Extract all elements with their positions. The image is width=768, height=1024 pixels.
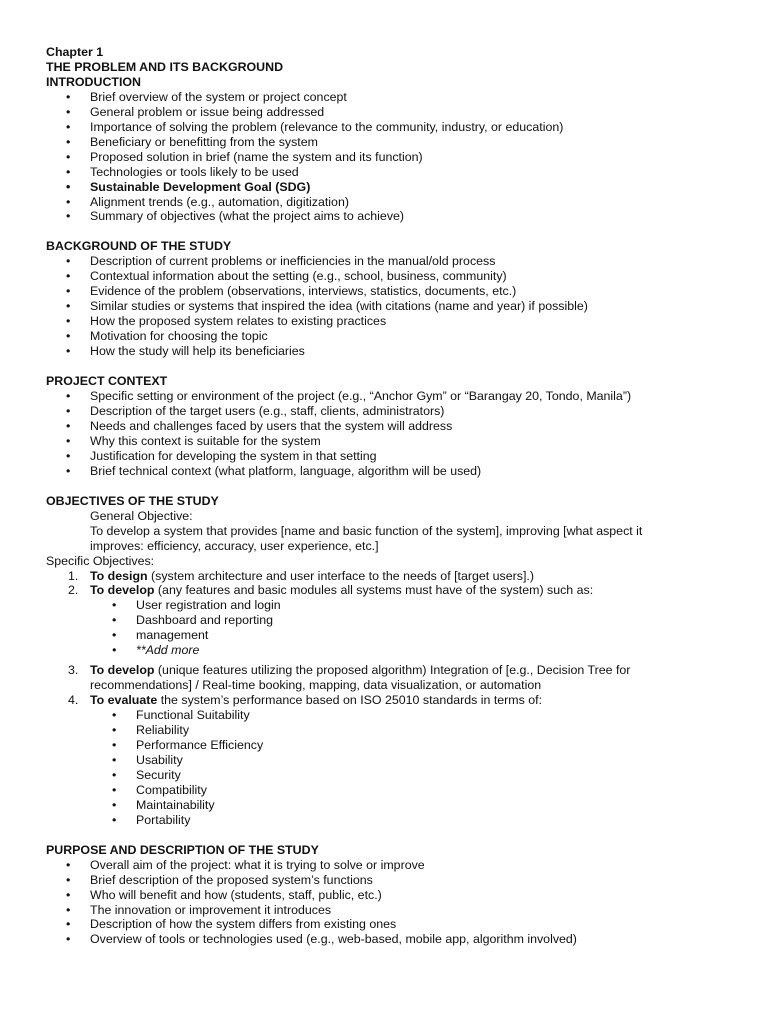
list-item: • Needs and challenges faced by users that the system will address: [46, 419, 722, 434]
objective-number: 3.: [68, 663, 79, 678]
list-item: • Brief technical context (what platform, language, algorithm will be used): [46, 464, 722, 479]
list-item: • Brief overview of the system or project concept: [46, 90, 722, 105]
objective-lead: To develop: [90, 663, 155, 678]
objective-text: (unique features utilizing the proposed algorithm) Integration of [e.g., Decision Tree for: [154, 663, 631, 678]
sub-list-item: • Performance Efficiency: [46, 738, 722, 753]
objective-text: the system’s performance based on ISO 25010 standards in terms of:: [157, 693, 543, 708]
objective-number: 1.: [68, 568, 79, 583]
sub-list-item: • Reliability: [46, 723, 722, 738]
list-item: • Evidence of the problem (observations, interviews, statistics, documents, etc.): [46, 284, 722, 299]
objectives-heading: OBJECTIVES OF THE STUDY: [46, 493, 219, 508]
objective-text: (any features and basic modules all systems must have of the system) such as:: [154, 583, 594, 598]
objective-3-continued: recommendations] / Real-time booking, mapping, data visualization, or automation: [90, 678, 542, 693]
list-item: • General problem or issue being addressed: [46, 105, 722, 120]
list-item: • Description of current problems or inefficiencies in the manual/old process: [46, 254, 722, 269]
list-item: • Contextual information about the setting (e.g., school, business, community): [46, 269, 722, 284]
general-objective-line: To develop a system that provides [name and basic function of the system], improving [what aspect it: [90, 523, 643, 538]
list-item: • Overall aim of the project: what it is trying to solve or improve: [46, 858, 722, 873]
sub-list-item: • Maintainability: [46, 798, 722, 813]
background-heading: BACKGROUND OF THE STUDY: [46, 239, 232, 254]
sub-list-item: • Security: [46, 768, 722, 783]
list-item-sdg: • Sustainable Development Goal (SDG): [46, 180, 722, 195]
list-item: • Description of the target users (e.g., staff, clients, administrators): [46, 404, 722, 419]
list-item: • How the study will help its beneficiaries: [46, 344, 722, 359]
list-item: • Overview of tools or technologies used (e.g., web-based, mobile app, algorithm involved): [46, 932, 722, 947]
objective-number: 4.: [68, 693, 79, 708]
objective-1: [46, 569, 722, 584]
sub-list-item: • Usability: [46, 753, 722, 768]
objective-lead: To design: [90, 568, 148, 583]
list-item: • Technologies or tools likely to be used: [46, 165, 722, 180]
sub-list-item-add-more: • **Add more: [46, 643, 722, 658]
list-item: • Motivation for choosing the topic: [46, 329, 722, 344]
list-item: • Proposed solution in brief (name the system and its function): [46, 150, 722, 165]
list-item: • How the proposed system relates to existing practices: [46, 314, 722, 329]
objective-2: [46, 583, 722, 598]
chapter-title: THE PROBLEM AND ITS BACKGROUND: [46, 59, 284, 74]
objective-lead: To evaluate: [90, 693, 158, 708]
general-objective-label: General Objective:: [90, 508, 193, 523]
sub-list-item: • User registration and login: [46, 598, 722, 613]
introduction-heading: INTRODUCTION: [46, 74, 141, 89]
sub-list-item: • management: [46, 628, 722, 643]
list-item: • Why this context is suitable for the system: [46, 434, 722, 449]
chapter-label: Chapter 1: [46, 45, 104, 59]
list-item: • Similar studies or systems that inspired the idea (with citations (name and year) if possible): [46, 299, 722, 314]
list-item: • Who will benefit and how (students, staff, public, etc.): [46, 888, 722, 903]
list-item: • Description of how the system differs from existing ones: [46, 917, 722, 932]
context-heading: PROJECT CONTEXT: [46, 374, 168, 389]
objective-text: (system architecture and user interface to the needs of [target users].): [147, 568, 534, 583]
objective-3: [46, 663, 722, 678]
general-objective-line: improves: efficiency, accuracy, user experience, etc.]: [90, 538, 379, 553]
list-item: • Specific setting or environment of the project (e.g., “Anchor Gym” or “Barangay 20, Tondo, Manila”): [46, 389, 722, 404]
list-item: • Alignment trends (e.g., automation, digitization): [46, 195, 722, 210]
sub-list-item: • Functional Suitability: [46, 708, 722, 723]
objective-4: [46, 693, 722, 708]
sub-list-item: • Portability: [46, 813, 722, 828]
list-item: • Importance of solving the problem (relevance to the community, industry, or education): [46, 120, 722, 135]
sub-list-item: • Dashboard and reporting: [46, 613, 722, 628]
purpose-heading: PURPOSE AND DESCRIPTION OF THE STUDY: [46, 842, 319, 857]
list-item: • Beneficiary or benefitting from the system: [46, 135, 722, 150]
sub-list-item: • Compatibility: [46, 783, 722, 798]
objective-lead: To develop: [90, 583, 155, 598]
list-item: • Justification for developing the system in that setting: [46, 449, 722, 464]
objective-number: 2.: [68, 583, 79, 598]
list-item: • The innovation or improvement it introduces: [46, 903, 722, 918]
specific-objectives-label: Specific Objectives:: [46, 553, 155, 568]
list-item: • Brief description of the proposed system’s functions: [46, 873, 722, 888]
list-item: • Summary of objectives (what the project aims to achieve): [46, 209, 722, 224]
